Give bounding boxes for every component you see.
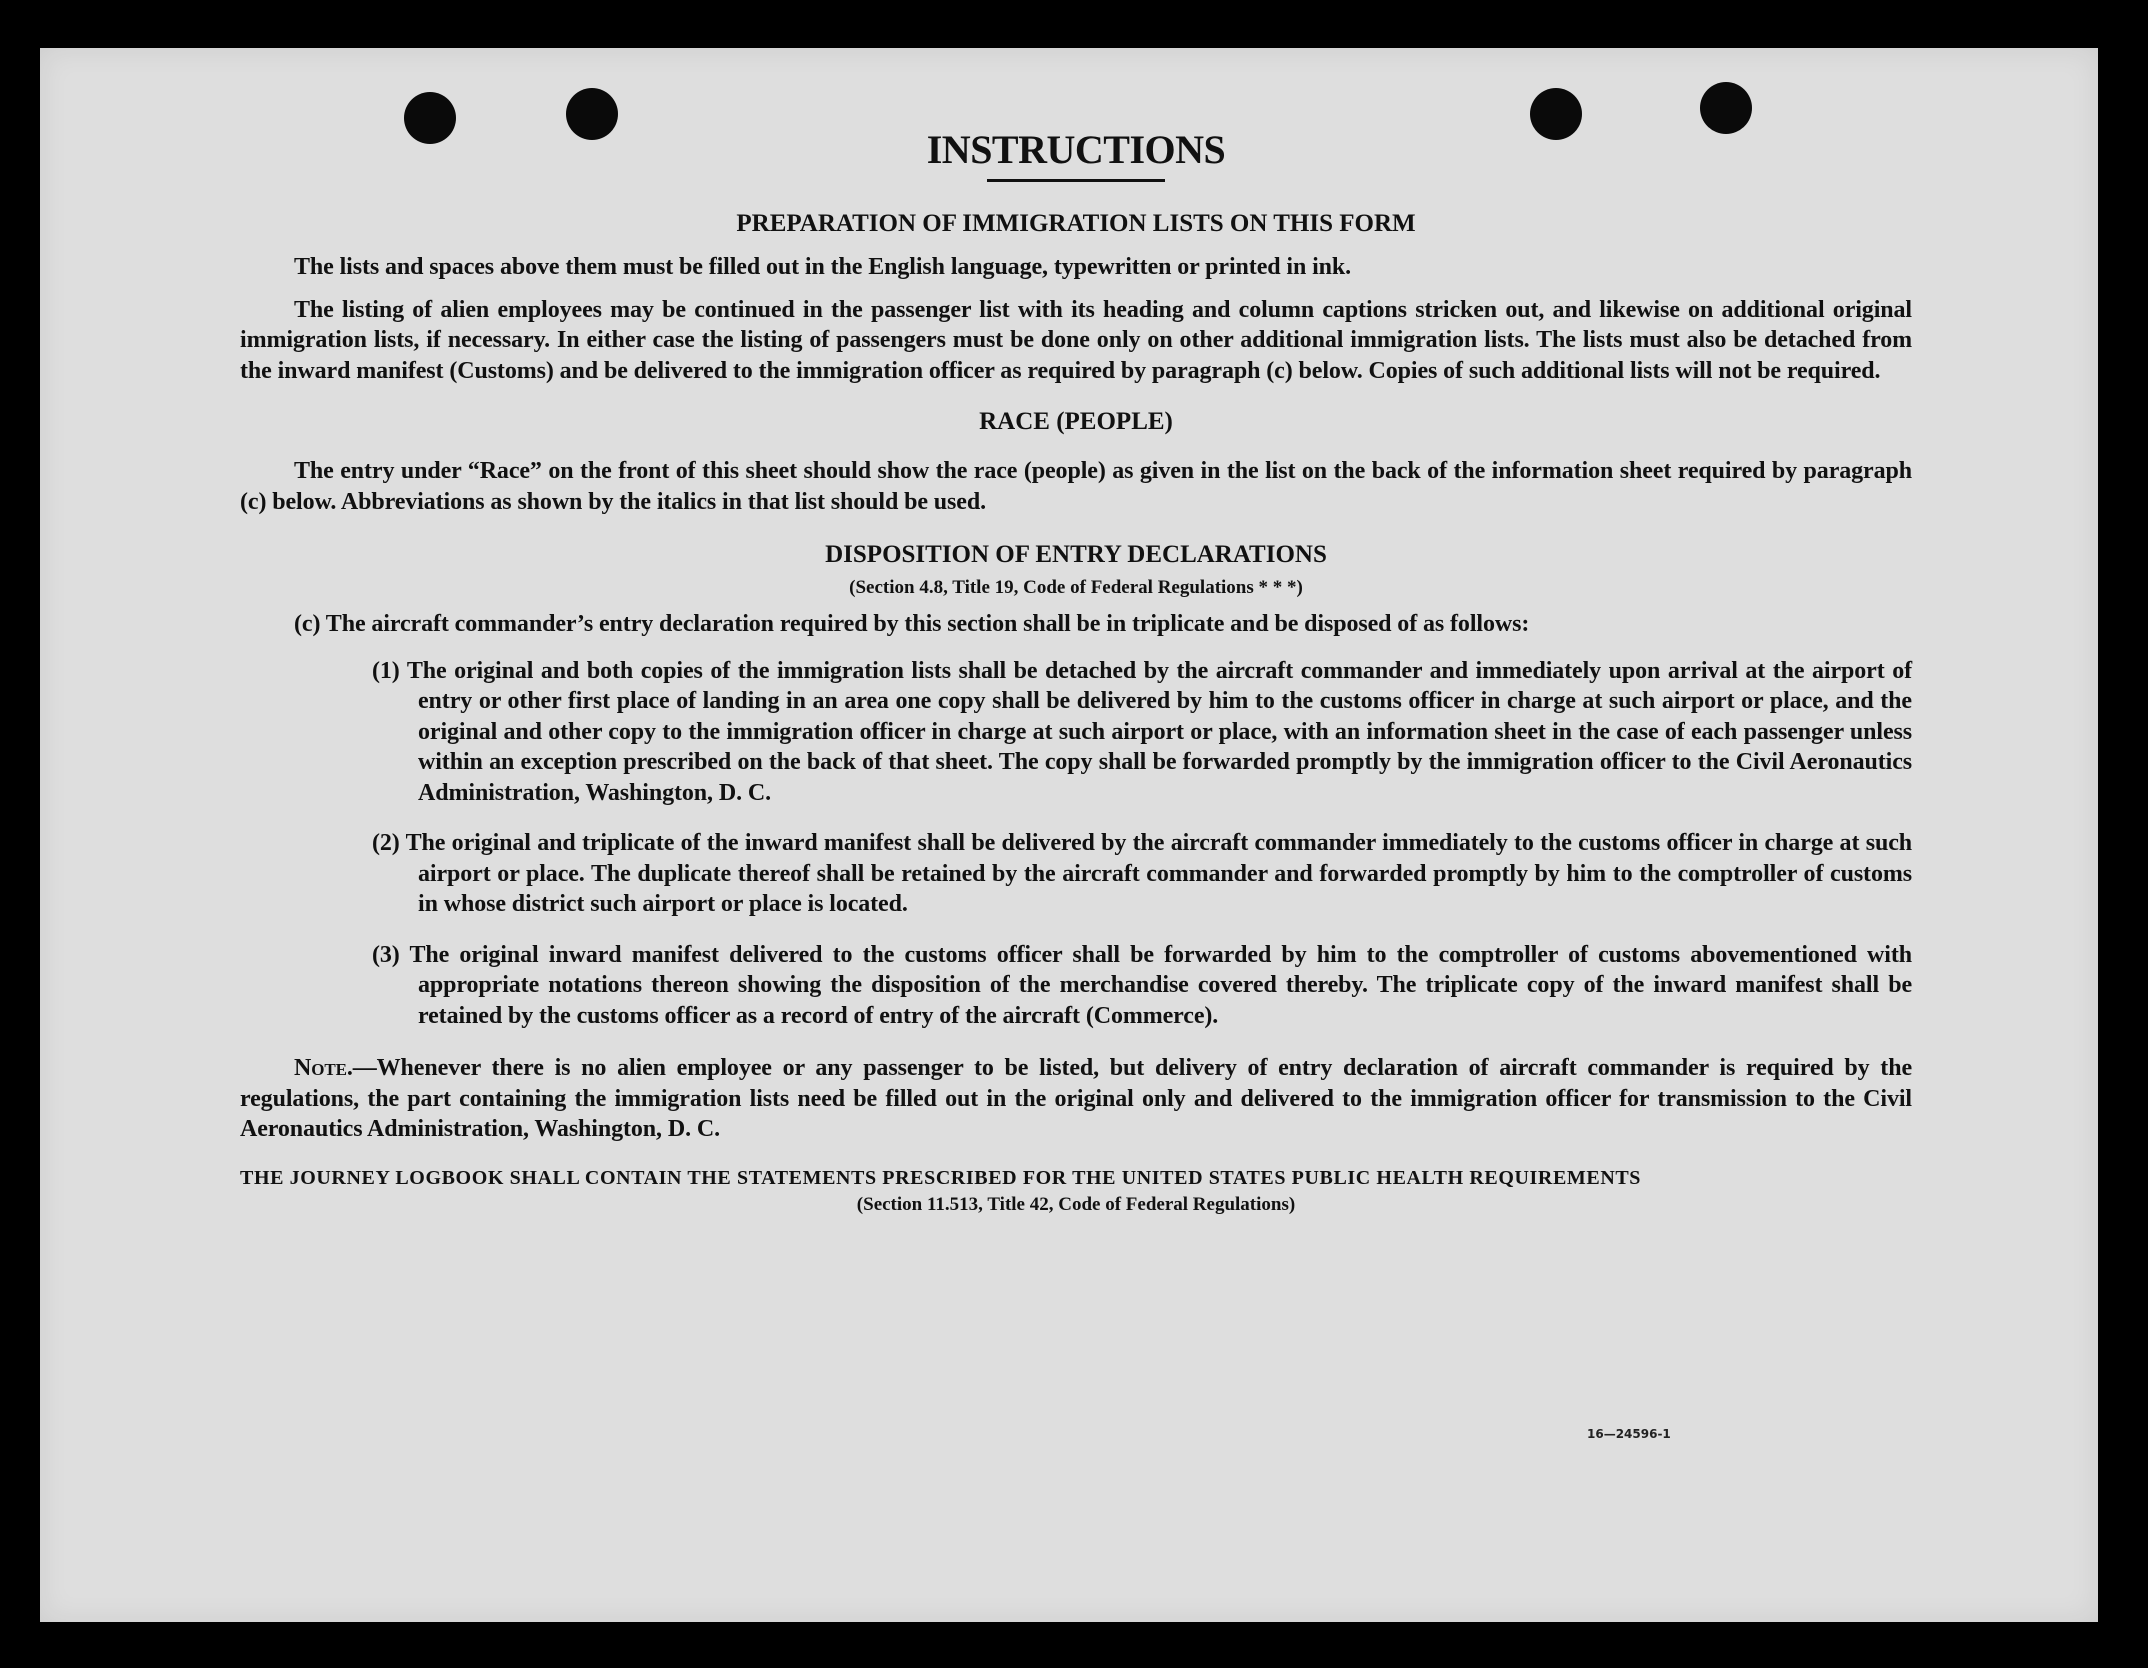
title-underline — [987, 179, 1165, 182]
note-text: —Whenever there is no alien employee or any passenger to be listed, but delivery of entry declaration of aircraft commander is required by the regulations, the part containing the immigration lists need be filled out in the original only and delivered to the immigration officer for transmission to the Civil Aeronautics Administration, Washington, D. C. — [240, 1055, 1912, 1142]
disposition-item-3: (3) The original inward manifest delivered to the customs officer shall be forwarded by him to the comptroller of customs abovementioned with appropriate notations thereon showing the disposition of the merchandise covered thereby. The triplicate copy of the inward manifest shall be retained by the customs officer as a record of entry of the aircraft (Commerce). — [372, 941, 1912, 1029]
paper-sheet — [40, 48, 2098, 1622]
note-label: Note. — [294, 1055, 353, 1081]
race-paragraph: The entry under “Race” on the front of this sheet should show the race (people) as given in the list on the back of the information sheet required by paragraph (c) below. Abbreviations as shown by the italics in that list should be used. — [240, 458, 1912, 515]
disposition-intro: (c) The aircraft commander’s entry declaration required by this section shall be in triplicate and be disposed of as follows: — [294, 611, 1530, 637]
note-paragraph — [240, 1053, 1912, 1145]
page-title: INSTRUCTIONS — [926, 127, 1226, 172]
disposition-heading: DISPOSITION OF ENTRY DECLARATIONS — [825, 541, 1327, 568]
race-heading: RACE (PEOPLE) — [979, 408, 1173, 435]
preparation-heading: PREPARATION OF IMMIGRATION LISTS ON THIS FORM — [736, 210, 1416, 237]
health-heading: THE JOURNEY LOGBOOK SHALL CONTAIN THE STATEMENTS PRESCRIBED FOR THE UNITED STATES PUBLIC HEALTH REQUIREMENTS — [240, 1166, 1642, 1189]
form-number: 16—24596-1 — [1587, 1427, 1671, 1441]
disposition-citation: (Section 4.8, Title 19, Code of Federal Regulations * * *) — [849, 577, 1303, 598]
health-citation: (Section 11.513, Title 42, Code of Federal Regulations) — [856, 1193, 1296, 1215]
preparation-paragraph-1: The lists and spaces above them must be filled out in the English language, typewritten or printed in ink. — [294, 254, 1352, 280]
disposition-item-1: (1) The original and both copies of the immigration lists shall be detached by the aircraft commander and immediately upon arrival at the airport of entry or other first place of landing in an area one copy shall be delivered by him to the customs officer in charge at such airport or place, and the original and other copy to the immigration officer in charge at such airport or place, with an information sheet in the case of each passenger unless within an exception prescribed on the back of that sheet. The copy shall be forwarded promptly by the immigration officer to the Civil Aeronautics Administration, Washington, D. C. — [372, 657, 1912, 806]
instructions-content — [240, 126, 1912, 1216]
preparation-paragraph-2: The listing of alien employees may be continued in the passenger list with its heading and column captions stricken out, and likewise on additional original immigration lists, if necessary. In either case the listing of passengers must be done only on other additional immigration lists. The lists must also be detached from the inward manifest (Customs) and be delivered to the immigration officer as required by paragraph (c) below. Copies of such additional lists will not be required. — [240, 296, 1912, 384]
disposition-item-2: (2) The original and triplicate of the inward manifest shall be delivered by the aircraft commander immediately to the customs officer in charge at such airport or place. The duplicate thereof shall be retained by the aircraft commander and forwarded promptly by him to the comptroller of customs in whose district such airport or place is located. — [372, 830, 1912, 917]
